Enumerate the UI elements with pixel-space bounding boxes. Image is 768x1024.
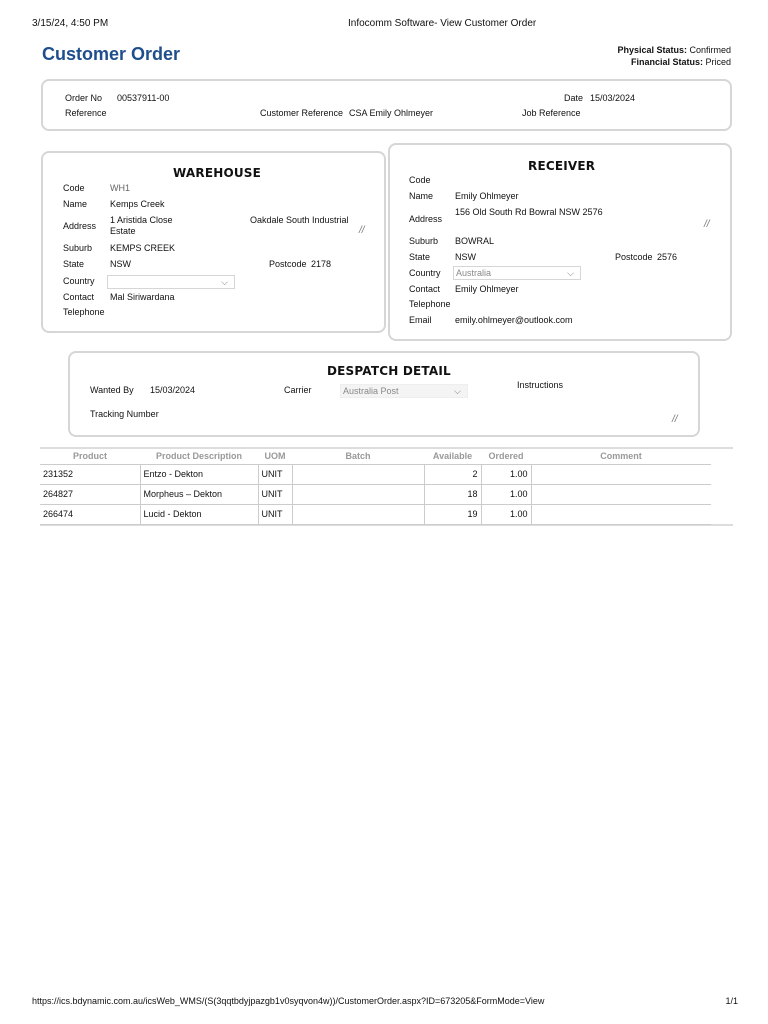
- date-value: 15/03/2024: [590, 93, 636, 103]
- available-cell: 18: [424, 484, 481, 504]
- warehouse-postcode-label: Postcode: [269, 259, 307, 269]
- warehouse-state-value: NSW: [110, 259, 131, 269]
- receiver-contact-value: Emily Ohlmeyer: [455, 284, 519, 294]
- ordered-cell: 1.00: [481, 464, 531, 484]
- receiver-country-value: Australia: [456, 268, 492, 278]
- product-description-cell: Lucid - Dekton: [140, 504, 258, 524]
- ordered-cell: 1.00: [481, 504, 531, 524]
- warehouse-address-line2: Estate: [110, 226, 136, 236]
- footer-url: https://ics.bdynamic.com.au/icsWeb_WMS/(S(3qqtbdyjpazgb1v0syqvon4w))/CustomerOrder.aspx?ID=673205&FormMode=View: [32, 996, 545, 1006]
- footer-page-number: 1/1: [725, 996, 738, 1006]
- warehouse-state-label: State: [63, 259, 85, 269]
- product-code-cell: 264827: [40, 484, 140, 504]
- despatch-title: DESPATCH DETAIL: [327, 364, 451, 378]
- receiver-suburb-label: Suburb: [409, 236, 439, 246]
- column-header[interactable]: Available: [424, 449, 481, 464]
- product-description-cell: Entzo - Dekton: [140, 464, 258, 484]
- warehouse-suburb-value: KEMPS CREEK: [110, 243, 176, 253]
- column-header[interactable]: Product: [40, 449, 140, 464]
- warehouse-contact-label: Contact: [63, 292, 95, 302]
- column-header[interactable]: Comment: [531, 449, 711, 464]
- receiver-address-label: Address: [409, 214, 443, 224]
- carrier-select[interactable]: [340, 384, 468, 398]
- tracking-number-label: Tracking Number: [90, 409, 159, 419]
- ordered-cell: 1.00: [481, 484, 531, 504]
- carrier-label: Carrier: [284, 385, 312, 395]
- page-title: Customer Order: [42, 44, 181, 64]
- resize-handle-icon[interactable]: //: [704, 219, 710, 230]
- comment-cell: [531, 504, 711, 524]
- chevron-down-icon: ⌵: [567, 268, 574, 278]
- product-description-cell: Morpheus – Dekton: [140, 484, 258, 504]
- comment-cell: [531, 484, 711, 504]
- resize-handle-icon[interactable]: //: [672, 414, 678, 425]
- print-datetime: 3/15/24, 4:50 PM: [32, 18, 109, 29]
- warehouse-address-right: Oakdale South Industrial: [250, 215, 349, 225]
- table-row[interactable]: [40, 464, 711, 484]
- carrier-value: Australia Post: [343, 386, 399, 396]
- receiver-name-label: Name: [409, 191, 434, 201]
- warehouse-postcode-value: 2178: [311, 259, 332, 269]
- receiver-email-label: Email: [409, 315, 432, 325]
- receiver-telephone-label: Telephone: [409, 299, 451, 309]
- receiver-country-label: Country: [409, 268, 441, 278]
- physical-status-label: Physical Status:: [617, 45, 687, 55]
- column-header[interactable]: Ordered: [481, 449, 531, 464]
- column-header[interactable]: Product Description: [140, 449, 258, 464]
- receiver-email-value[interactable]: emily.ohlmeyer@outlook.com: [455, 315, 573, 325]
- resize-handle-icon[interactable]: //: [359, 225, 365, 236]
- receiver-state-value: NSW: [455, 252, 476, 262]
- reference-label: Reference: [65, 108, 107, 118]
- products-table: [40, 449, 711, 525]
- warehouse-country-label: Country: [63, 276, 95, 286]
- column-header[interactable]: UOM: [258, 449, 292, 464]
- table-row[interactable]: [40, 484, 711, 504]
- chevron-down-icon: ⌵: [221, 277, 228, 287]
- receiver-postcode-value: 2576: [657, 252, 678, 262]
- uom-cell: UNIT: [258, 504, 292, 524]
- despatch-panel: [68, 351, 700, 437]
- wanted-by-value: 15/03/2024: [150, 385, 196, 395]
- column-header[interactable]: Batch: [292, 449, 424, 464]
- product-code-cell: 266474: [40, 504, 140, 524]
- receiver-postcode-label: Postcode: [615, 252, 653, 262]
- receiver-address-value: 156 Old South Rd Bowral NSW 2576: [455, 207, 603, 217]
- receiver-code-label: Code: [409, 175, 431, 185]
- product-code-cell: 231352: [40, 464, 140, 484]
- print-page-title: Infocomm Software- View Customer Order: [348, 18, 537, 29]
- order-no-label: Order No: [65, 93, 103, 103]
- warehouse-code-label: Code: [63, 183, 85, 193]
- receiver-contact-label: Contact: [409, 284, 441, 294]
- warehouse-suburb-label: Suburb: [63, 243, 93, 253]
- financial-status-value: Priced: [705, 57, 731, 67]
- job-reference-label: Job Reference: [522, 108, 581, 118]
- receiver-state-label: State: [409, 252, 431, 262]
- warehouse-address-label: Address: [63, 221, 97, 231]
- physical-status-value: Confirmed: [689, 45, 731, 55]
- date-label: Date: [564, 93, 584, 103]
- warehouse-country-select[interactable]: [107, 275, 235, 289]
- warehouse-name-value: Kemps Creek: [110, 199, 165, 209]
- batch-cell: [292, 504, 424, 524]
- wanted-by-label: Wanted By: [90, 385, 134, 395]
- warehouse-address-line1: 1 Aristida Close: [110, 215, 173, 225]
- receiver-suburb-value: BOWRAL: [455, 236, 495, 246]
- warehouse-contact-value: Mal Siriwardana: [110, 292, 175, 302]
- uom-cell: UNIT: [258, 464, 292, 484]
- customer-reference-label: Customer Reference: [260, 108, 344, 118]
- comment-cell: [531, 464, 711, 484]
- receiver-title: RECEIVER: [528, 159, 596, 173]
- financial-status-label: Financial Status:: [630, 57, 703, 67]
- status-block: [617, 44, 731, 68]
- order-header-panel: [41, 79, 732, 131]
- warehouse-telephone-label: Telephone: [63, 307, 105, 317]
- receiver-name-value: Emily Ohlmeyer: [455, 191, 519, 201]
- warehouse-code-value: WH1: [110, 183, 130, 193]
- instructions-label: Instructions: [517, 380, 564, 390]
- batch-cell: [292, 484, 424, 504]
- uom-cell: UNIT: [258, 484, 292, 504]
- warehouse-title: WAREHOUSE: [173, 166, 262, 180]
- available-cell: 19: [424, 504, 481, 524]
- warehouse-panel: [41, 151, 386, 333]
- receiver-country-select[interactable]: [453, 266, 581, 280]
- receiver-panel: [388, 143, 732, 341]
- warehouse-name-label: Name: [63, 199, 88, 209]
- batch-cell: [292, 464, 424, 484]
- customer-reference-value: CSA Emily Ohlmeyer: [349, 108, 434, 118]
- available-cell: 2: [424, 464, 481, 484]
- chevron-down-icon: ⌵: [454, 386, 461, 396]
- order-no-value: 00537911-00: [117, 93, 170, 103]
- table-header-row: [40, 449, 711, 464]
- table-row[interactable]: [40, 504, 711, 524]
